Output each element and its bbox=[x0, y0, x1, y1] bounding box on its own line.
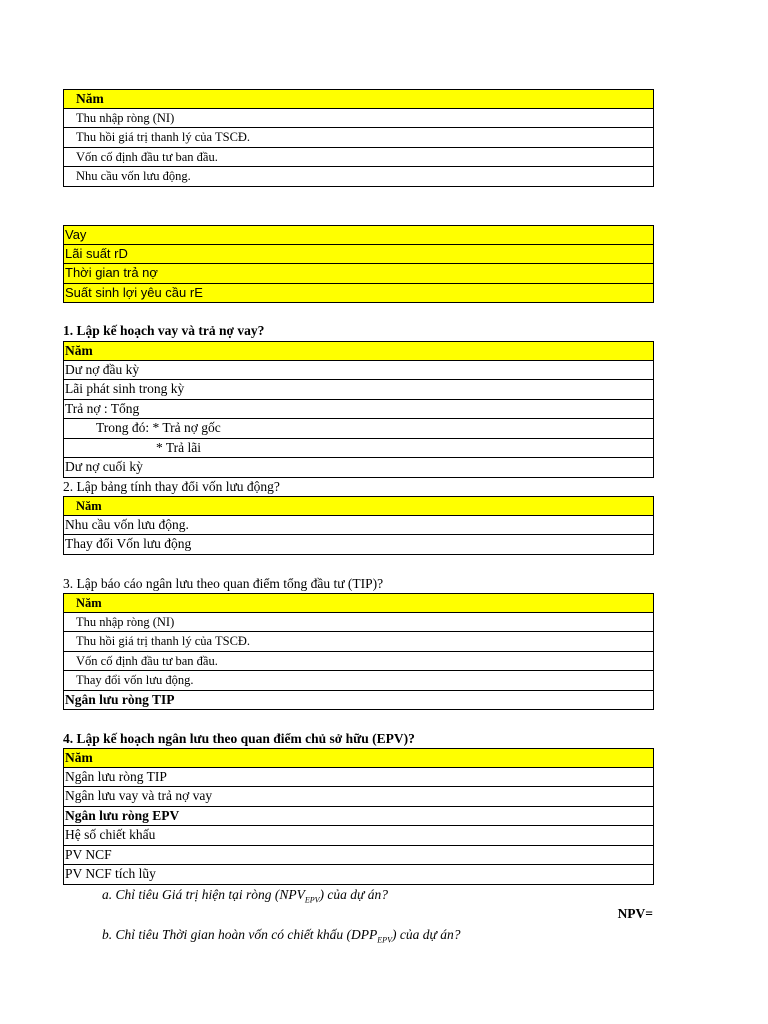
table-row: Lãi suất rD bbox=[63, 245, 654, 265]
table-tip-cashflow bbox=[63, 593, 654, 710]
table-row: Suất sinh lợi yêu cầu rE bbox=[63, 284, 654, 304]
table-row: Hệ số chiết khấu bbox=[63, 826, 654, 846]
question-npv bbox=[102, 886, 388, 910]
table-row: Ngân lưu ròng TIP bbox=[63, 768, 654, 788]
section-title-1: 1. Lập kế hoạch vay và trả nợ vay? bbox=[63, 323, 265, 338]
question-dpp-text: b. Chỉ tiêu Thời gian hoàn vốn có chiết khấu (DPP bbox=[102, 927, 378, 942]
table-epv-cashflow bbox=[63, 748, 654, 885]
section-title-4: 4. Lập kế hoạch ngân lưu theo quan điểm chủ sở hữu (EPV)? bbox=[63, 731, 415, 746]
npv-label: NPV= bbox=[617, 906, 653, 921]
table-row: Thu nhập ròng (NI) bbox=[63, 613, 654, 633]
table-row: Trong đó: * Trả nợ gốc bbox=[63, 419, 654, 439]
question-npv-text: a. Chỉ tiêu Giá trị hiện tại ròng (NPV bbox=[102, 887, 305, 902]
table-row: * Trả lãi bbox=[63, 439, 654, 459]
table-row: Nhu cầu vốn lưu động. bbox=[63, 167, 654, 187]
table-row: Thay đổi vốn lưu động. bbox=[63, 671, 654, 691]
table-row: Năm bbox=[63, 496, 654, 516]
question-dpp bbox=[102, 926, 460, 950]
table-row: Nhu cầu vốn lưu động. bbox=[63, 516, 654, 536]
table-row: Vay bbox=[63, 225, 654, 245]
table-row: Năm bbox=[63, 593, 654, 613]
question-npv-tail: ) của dự án? bbox=[319, 887, 389, 902]
table-row: Thay đổi Vốn lưu động bbox=[63, 535, 654, 555]
table-row: Thu nhập ròng (NI) bbox=[63, 109, 654, 129]
table-inputs-1 bbox=[63, 89, 654, 187]
question-dpp-tail: ) của dự án? bbox=[391, 927, 461, 942]
table-row: PV NCF tích lũy bbox=[63, 865, 654, 885]
npv-subscript: EPV bbox=[304, 895, 320, 905]
table-row: Vốn cố định đầu tư ban đầu. bbox=[63, 652, 654, 672]
table-row: Năm bbox=[63, 89, 654, 109]
table-row: Thu hồi giá trị thanh lý của TSCĐ. bbox=[63, 128, 654, 148]
table-row: Vốn cố định đầu tư ban đầu. bbox=[63, 148, 654, 168]
table-row: Dư nợ đầu kỳ bbox=[63, 361, 654, 381]
table-row: Ngân lưu ròng TIP bbox=[63, 691, 654, 711]
table-loan-schedule bbox=[63, 341, 654, 478]
table-row: Thời gian trả nợ bbox=[63, 264, 654, 284]
table-row: Trả nợ : Tổng bbox=[63, 400, 654, 420]
dpp-subscript: EPV bbox=[377, 935, 392, 945]
table-working-capital bbox=[63, 496, 654, 555]
table-row: Năm bbox=[63, 341, 654, 361]
table-row: Thu hồi giá trị thanh lý của TSCĐ. bbox=[63, 632, 654, 652]
table-row: Ngân lưu ròng EPV bbox=[63, 807, 654, 827]
table-row: Dư nợ cuối kỳ bbox=[63, 458, 654, 478]
section-title-2: 2. Lập bảng tính thay đổi vốn lưu động? bbox=[63, 479, 280, 494]
table-row: Năm bbox=[63, 748, 654, 768]
section-title-3: 3. Lập báo cáo ngân lưu theo quan điểm tổng đầu tư (TIP)? bbox=[63, 576, 384, 591]
table-loan-params bbox=[63, 225, 654, 303]
table-row: PV NCF bbox=[63, 846, 654, 866]
table-row: Lãi phát sinh trong kỳ bbox=[63, 380, 654, 400]
table-row: Ngân lưu vay và trả nợ vay bbox=[63, 787, 654, 807]
